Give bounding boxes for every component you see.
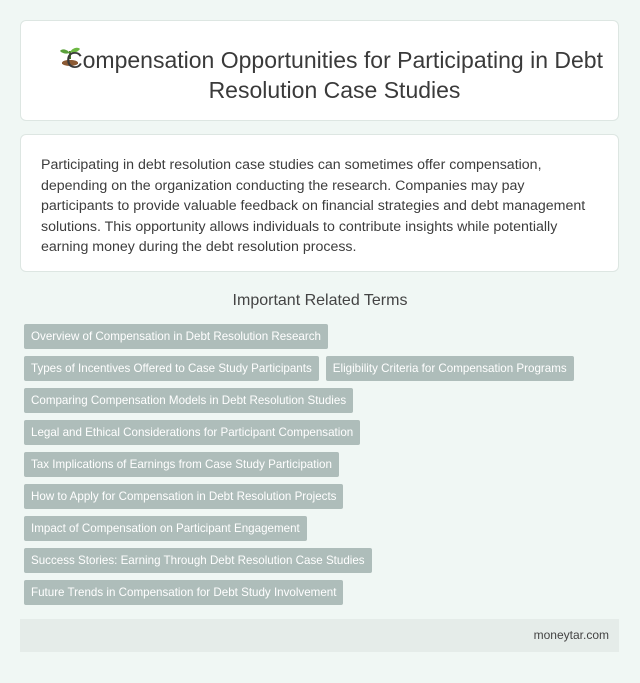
- term-tag[interactable]: Comparing Compensation Models in Debt Resolution Studies: [24, 388, 353, 413]
- footer: [20, 619, 619, 652]
- term-row: [24, 420, 604, 445]
- term-row: [24, 484, 604, 509]
- term-tag[interactable]: Overview of Compensation in Debt Resolution Research: [24, 324, 328, 349]
- term-row: [24, 324, 604, 349]
- page-title: Compensation Opportunities for Participating in Debt Resolution Case Studies: [66, 47, 603, 103]
- term-row: [24, 452, 604, 477]
- term-tag[interactable]: Impact of Compensation on Participant Engagement: [24, 516, 307, 541]
- term-tag[interactable]: Eligibility Criteria for Compensation Programs: [326, 356, 574, 381]
- related-terms-heading: Important Related Terms: [232, 292, 408, 309]
- term-tag[interactable]: Legal and Ethical Considerations for Participant Compensation: [24, 420, 360, 445]
- term-tag[interactable]: Types of Incentives Offered to Case Study Participants: [24, 356, 319, 381]
- term-row: [24, 356, 604, 381]
- term-row: [24, 388, 604, 413]
- term-tag[interactable]: Tax Implications of Earnings from Case Study Participation: [24, 452, 339, 477]
- term-tag[interactable]: Success Stories: Earning Through Debt Resolution Case Studies: [24, 548, 372, 573]
- intro-card: [20, 134, 619, 272]
- intro-paragraph: Participating in debt resolution case studies can sometimes offer compensation, depending on the organization conducting the research. Companies may pay participants to provide valuable feedback on financial strategies and debt management solutions. This opportunity allows individuals to contribute insights while potentially earning money during the debt resolution process.: [41, 157, 586, 255]
- related-terms-list: [24, 324, 604, 612]
- term-row: [24, 516, 604, 541]
- title-card: [20, 20, 619, 121]
- term-tag[interactable]: How to Apply for Compensation in Debt Resolution Projects: [24, 484, 343, 509]
- term-row: [24, 548, 604, 573]
- term-row: [24, 580, 604, 605]
- term-tag[interactable]: Future Trends in Compensation for Debt Study Involvement: [24, 580, 343, 605]
- footer-site-link[interactable]: moneytar.com: [533, 628, 609, 642]
